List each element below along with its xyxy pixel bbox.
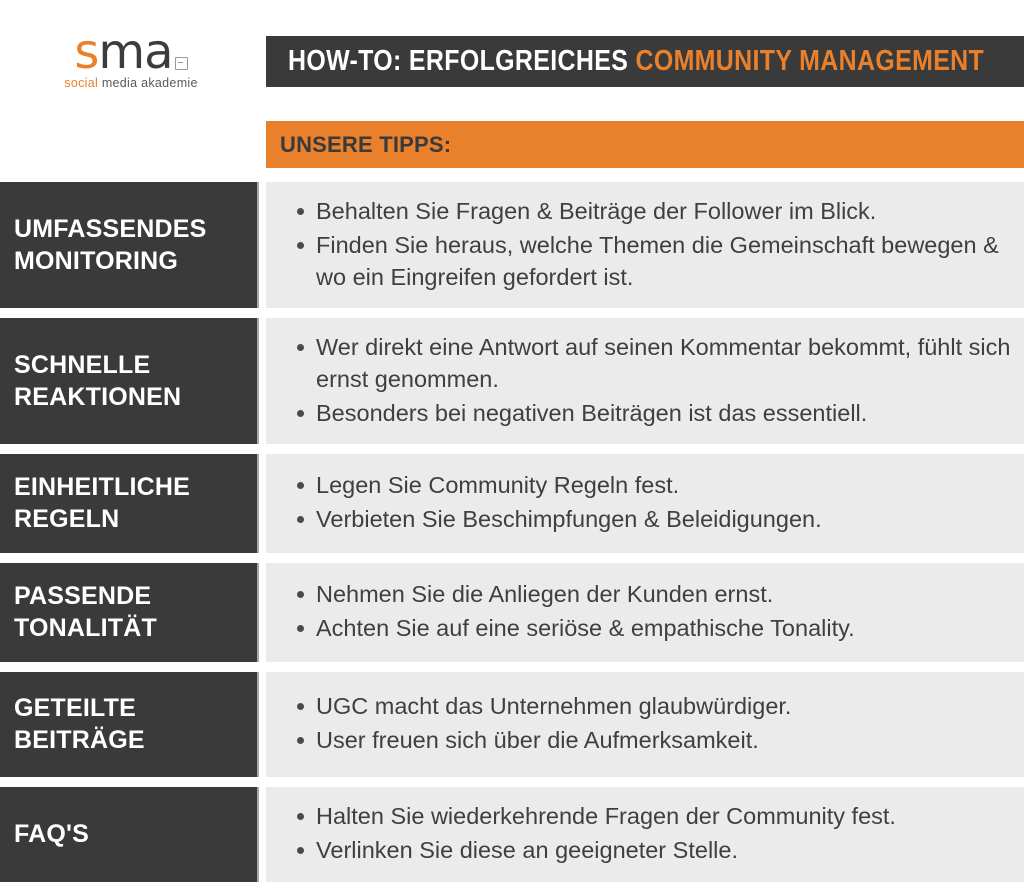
tip-row-label-line: REAKTIONEN xyxy=(14,382,182,411)
logo-tagline-media-akademie: media akademie xyxy=(101,76,198,91)
tip-row-label-line: FAQ'S xyxy=(14,820,90,849)
tip-row-label-line: PASSENDE xyxy=(14,582,152,611)
tip-row xyxy=(0,672,1024,777)
tip-bullet-item: Besonders bei negativen Beiträgen ist das essentiell. xyxy=(266,398,1012,430)
tip-bullet-item: UGC macht das Unternehmen glaubwürdiger. xyxy=(266,691,1012,723)
title-banner xyxy=(266,36,1024,87)
tip-row-body xyxy=(266,182,1024,308)
tip-row-label xyxy=(0,672,259,777)
tip-bullet-item: Behalten Sie Fragen & Beiträge der Follower im Blick. xyxy=(266,196,1012,228)
tip-row-label xyxy=(0,563,259,662)
tip-row xyxy=(0,318,1024,444)
page-title-prefix: HOW-TO: ERFOLGREICHES xyxy=(288,45,629,77)
tip-row-label xyxy=(0,787,259,882)
tip-row-label-line: TONALITÄT xyxy=(14,614,157,643)
tip-row xyxy=(0,182,1024,308)
tip-bullet-list xyxy=(266,332,1012,430)
tip-row-label-line: MONITORING xyxy=(14,246,179,275)
header-area xyxy=(0,0,1024,182)
tip-bullet-item: Verbieten Sie Beschimpfungen & Beleidigungen. xyxy=(266,504,1012,536)
tip-row-body xyxy=(266,672,1024,777)
tip-row-body xyxy=(266,563,1024,662)
tip-bullet-item: Legen Sie Community Regeln fest. xyxy=(266,470,1012,502)
logo-letter-s: s xyxy=(74,23,99,80)
tip-bullet-item: Wer direkt eine Antwort auf seinen Kommentar bekommt, fühlt sich ernst genommen. xyxy=(266,332,1012,396)
tip-bullet-item: Finden Sie heraus, welche Themen die Gemeinschaft bewegen & wo ein Eingreifen gefordert ist. xyxy=(266,230,1012,294)
logo-square-dot-icon xyxy=(175,57,188,70)
tips-table xyxy=(0,182,1024,892)
tip-bullet-list xyxy=(266,470,1012,536)
tip-bullet-item: Verlinken Sie diese an geeigneter Stelle. xyxy=(266,835,1012,867)
tip-row-body xyxy=(266,787,1024,882)
tip-row-body xyxy=(266,454,1024,553)
logo-letters-ma: ma xyxy=(98,23,173,80)
tips-banner xyxy=(266,121,1024,168)
tip-row-label-line: BEITRÄGE xyxy=(14,726,145,755)
tip-row-label-line: REGELN xyxy=(14,505,120,534)
tip-row-body xyxy=(266,318,1024,444)
page-title-highlight: COMMUNITY MANAGEMENT xyxy=(635,45,985,77)
tip-row-label-line: UMFASSENDES xyxy=(14,214,207,243)
tip-row-label xyxy=(0,182,259,308)
tip-bullet-list xyxy=(266,801,1012,867)
tip-row xyxy=(0,454,1024,553)
tip-row-label-line: EINHEITLICHE xyxy=(14,473,191,502)
tip-bullet-list xyxy=(266,691,1012,757)
tip-bullet-list xyxy=(266,196,1012,294)
logo-tagline-social: social xyxy=(64,76,99,91)
tip-bullet-item: User freuen sich über die Aufmerksamkeit. xyxy=(266,725,1012,757)
page-title xyxy=(288,45,984,78)
sma-logo xyxy=(0,0,262,120)
tip-bullet-item: Halten Sie wiederkehrende Fragen der Community fest. xyxy=(266,801,1012,833)
tip-row xyxy=(0,787,1024,882)
tips-banner-label: UNSERE TIPPS: xyxy=(280,131,452,157)
tip-bullet-item: Nehmen Sie die Anliegen der Kunden ernst. xyxy=(266,579,1012,611)
tip-row-label-line: SCHNELLE xyxy=(14,350,151,379)
tip-row-label-line: GETEILTE xyxy=(14,694,136,723)
tip-row-label xyxy=(0,318,259,444)
tip-row-label xyxy=(0,454,259,553)
tip-bullet-list xyxy=(266,579,1012,645)
tip-bullet-item: Achten Sie auf eine seriöse & empathische Tonality. xyxy=(266,613,1012,645)
tip-row xyxy=(0,563,1024,662)
logo-wordmark xyxy=(74,23,187,80)
